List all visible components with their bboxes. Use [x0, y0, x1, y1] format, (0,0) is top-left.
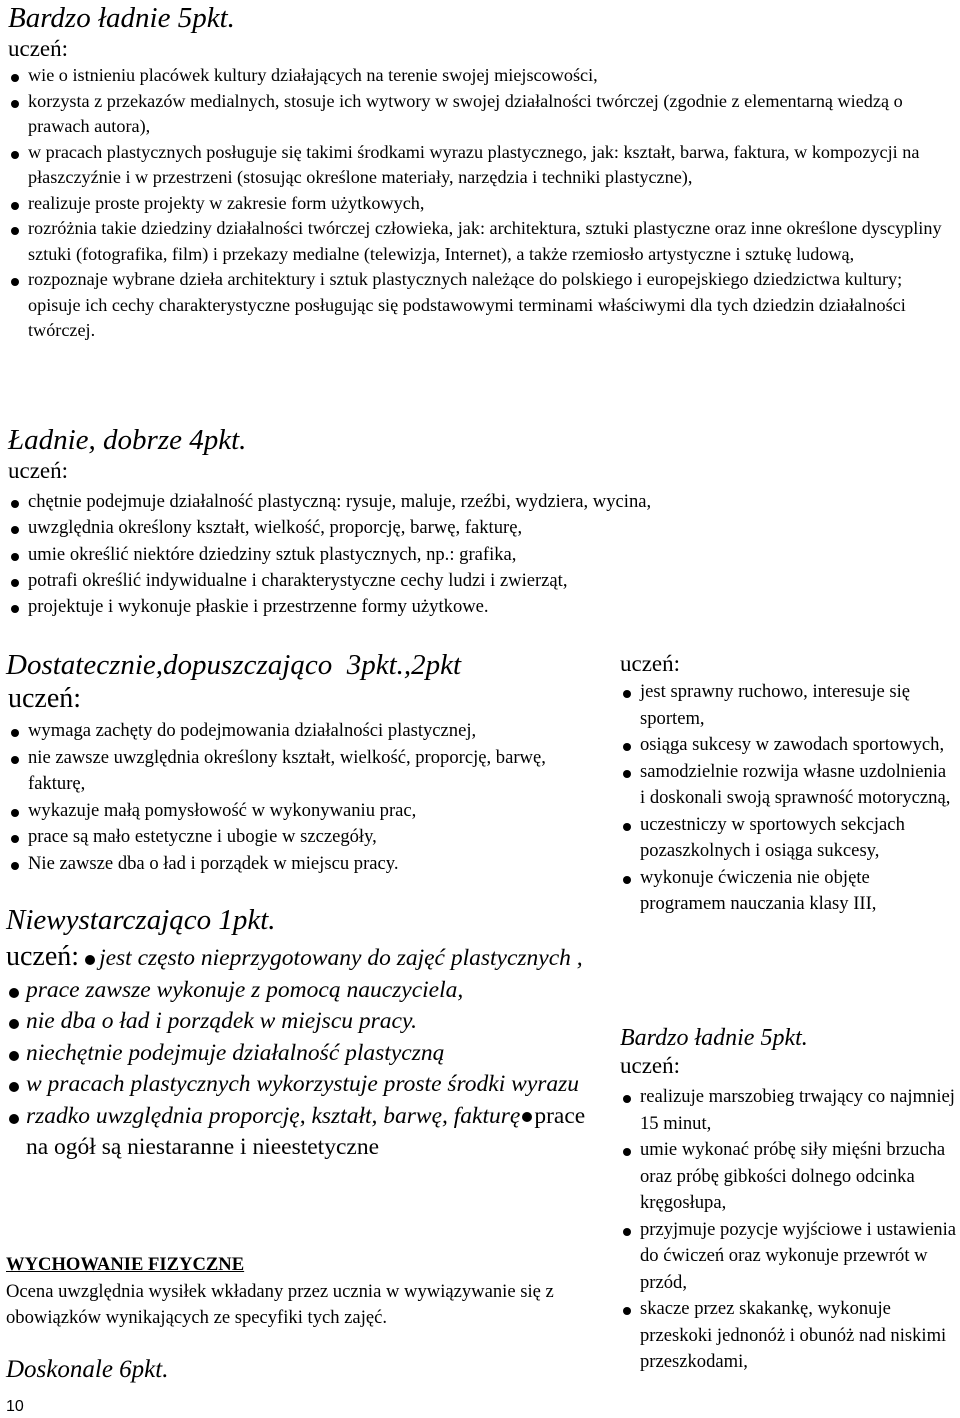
list-item: przyjmuje pozycje wyjściowe i ustawienia do ćwiczeń oraz wykonuje przewrót w przód,: [620, 1217, 960, 1297]
list-item-italic: rzadko uwzględnia proporcję, kształt, barwę, fakturę: [26, 1102, 521, 1129]
page-number: 10: [6, 1398, 24, 1415]
list-item: nie dba o ład i porządek w miejscu pracy.: [6, 1006, 586, 1038]
section1-list: [8, 63, 948, 344]
list-item: wymaga zachęty do podejmowania działalności plastycznej,: [8, 718, 588, 745]
list-item: prace zawsze wykonuje z pomocą nauczyciela,: [6, 975, 586, 1007]
list-item: umie wykonać próbę siły mięśni brzucha oraz próbę gibkości dolnego odcinka kręgosłupa,: [620, 1137, 960, 1217]
list-item: realizuje marszobieg trwający co najmniej 15 minut,: [620, 1084, 960, 1137]
uczen-label: uczeń:: [620, 1053, 681, 1078]
section4-list: [6, 941, 586, 1164]
list-item: skacze przez skakankę, wykonuje przeskoki jednonóż i obunóż nad niskimi przeszkodami,: [620, 1296, 960, 1376]
list-item: Nie zawsze dba o ład i porządek w miejscu pracy.: [8, 851, 588, 878]
section-title-wf: WYCHOWANIE FIZYCZNE: [6, 1254, 245, 1275]
list-item: umie określić niektóre dziedziny sztuk plastycznych, np.: grafika,: [8, 542, 948, 568]
heading-bardzo-ladnie-wf: Bardzo ładnie 5pkt.: [620, 1025, 808, 1051]
uczen-label: uczeń:: [8, 683, 82, 714]
heading-doskonale: Doskonale 6pkt.: [6, 1356, 169, 1383]
list-item: w pracach plastycznych posługuje się takimi środkami wyrazu plastycznego, jak: kształt, barwa, faktura, w kompozycji na płaszczyźnie i w przestrzeni (stosując określone materiały, narzędzia i techniki plastyczne),: [8, 140, 948, 191]
list-item: jest często nieprzygotowany do zajęć plastycznych ,: [99, 945, 583, 971]
list-item: jest sprawny ruchowo, interesuje się sportem,: [620, 679, 955, 732]
heading-dostatecznie: Dostatecznie,dopuszczająco 3pkt.,2pkt: [6, 649, 462, 681]
uczen-label: uczeń:: [8, 458, 69, 483]
list-item: realizuje proste projekty w zakresie form użytkowych,: [8, 191, 948, 217]
list-item: uczestniczy w sportowych sekcjach pozaszkolnych i osiąga sukcesy,: [620, 812, 955, 865]
list-item: nie zawsze uwzględnia określony kształt, wielkość, proporcję, barwę, fakturę,: [8, 745, 588, 798]
list-item: korzysta z przekazów medialnych, stosuje ich wytwory w swojej działalności twórczej (zgodnie z elementarną wiedzą o prawach autora),: [8, 89, 948, 140]
uczen-label: uczeń:: [8, 36, 69, 61]
list-item-plain: prace na ogół są niestaranne i nieestetyczne: [26, 1102, 586, 1160]
uczen-label: uczeń:: [6, 941, 80, 972]
heading-bardzo-ladnie: Bardzo ładnie 5pkt.: [8, 2, 235, 34]
list-item: niechętnie podejmuje działalność plastyczną: [6, 1038, 586, 1070]
list-item: samodzielnie rozwija własne uzdolnienia i doskonali swoją sprawność motoryczną,: [620, 759, 955, 812]
section3-list: [8, 718, 588, 877]
list-item: prace są mało estetyczne i ubogie w szczegóły,: [8, 824, 588, 851]
list-item: wykonuje ćwiczenia nie objęte programem nauczania klasy III,: [620, 865, 955, 918]
list-item: osiąga sukcesy w zawodach sportowych,: [620, 732, 955, 759]
section2-list: [8, 489, 948, 620]
wf-intro: Ocena uwzględnia wysiłek wkładany przez ucznia w wywiązywanie się z obowiązków wynikających ze specyfiki tych zajęć.: [6, 1281, 554, 1328]
list-item: rozróżnia takie dziedziny działalności twórczej człowieka, jak: architektura, sztuki plastyczne oraz inne określone dyscypliny sztuki (fotografika, film) i przekazy medialne (telewizja, Internet), a także rzemiosło artystyczne i sztukę ludową,: [8, 216, 948, 267]
list-item: uwzględnia określony kształt, wielkość, proporcję, barwę, fakturę,: [8, 515, 948, 541]
heading-ladnie-dobrze: Ładnie, dobrze 4pkt.: [8, 424, 247, 456]
bullet-icon: [522, 1112, 532, 1122]
list-item: potrafi określić indywidualne i charakterystyczne cechy ludzi i zwierząt,: [8, 568, 948, 594]
list-item: wie o istnieniu placówek kultury działających na terenie swojej miejscowości,: [8, 63, 948, 89]
list-item: projektuje i wykonuje płaskie i przestrzenne formy użytkowe.: [8, 594, 948, 620]
right-list: [620, 679, 955, 918]
bullet-icon: [85, 955, 95, 965]
list-item: chętnie podejmuje działalność plastyczną: rysuje, maluje, rzeźbi, wydziera, wycina,: [8, 489, 948, 515]
uczen-label: uczeń:: [620, 651, 681, 676]
list-item: rozpoznaje wybrane dzieła architektury i sztuk plastycznych należące do polskiego i europejskiego dziedzictwa kultury; opisuje ich cechy charakterystyczne posługując się podstawowymi terminami właściwymi dla tych dziedzin działalności twórczej.: [8, 267, 948, 344]
right-list-2: [620, 1084, 960, 1376]
heading-niewystarczajaco: Niewystarczająco 1pkt.: [6, 904, 276, 936]
list-item: w pracach plastycznych wykorzystuje proste środki wyrazu: [6, 1069, 586, 1101]
list-item: [6, 1101, 586, 1164]
first-list-line: [6, 941, 586, 975]
list-item: wykazuje małą pomysłowość w wykonywaniu prac,: [8, 798, 588, 825]
